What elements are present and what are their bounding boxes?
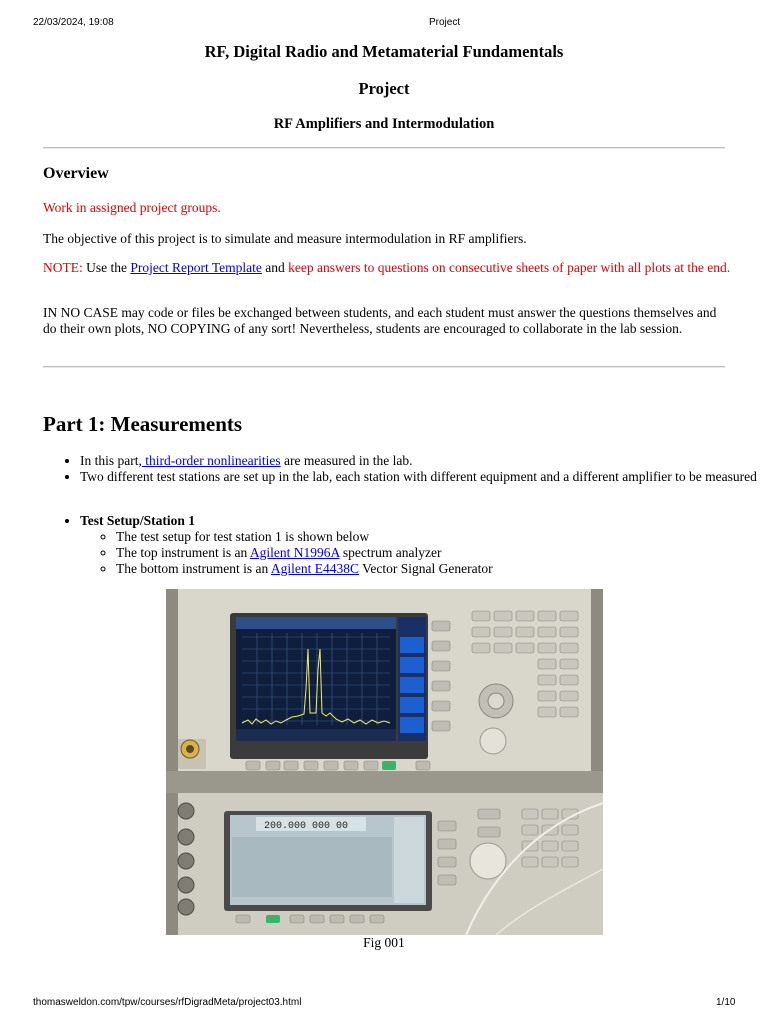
divider: [43, 366, 725, 368]
setup-list: [43, 513, 768, 577]
page-title: RF, Digital Radio and Metamaterial Fundamentals: [204, 42, 564, 61]
sublist-item: [116, 545, 768, 561]
note-red-text: keep answers to questions on consecutive sheets of paper with all plots at the end.: [288, 260, 731, 275]
agilent-e4438c-link[interactable]: Agilent E4438C: [270, 561, 359, 576]
list-item: [80, 453, 768, 469]
sublist-item: [116, 561, 768, 577]
part1-list: [43, 453, 768, 485]
objective-text: The objective of this project is to simulate and measure intermodulation in RF amplifiers.: [43, 231, 527, 246]
list-item-text: are measured in the lab.: [280, 453, 413, 468]
generator-frequency-readout: 200.000 000 00: [264, 821, 349, 832]
groups-note: Work in assigned project groups.: [43, 200, 221, 215]
note-use: Use the: [82, 260, 131, 275]
sublist-item: [116, 529, 768, 545]
overview-heading: Overview: [43, 165, 109, 182]
project-report-template-link[interactable]: Project Report Template: [130, 260, 262, 275]
sublist-item-text: The bottom instrument is an: [116, 561, 271, 576]
print-title: Project: [429, 17, 461, 28]
note-paragraph: [43, 260, 733, 276]
setup-heading: Test Setup/Station 1: [80, 513, 196, 528]
no-copying-paragraph: IN NO CASE may code or files be exchanged between students, and each student must answer the questions themselves and do their own plots, NO COPYING of any sort! Nevertheless, students are encouraged to collaborate in the lab session.: [43, 305, 717, 336]
sublist-item-text: The top instrument is an: [116, 545, 250, 560]
lab-setup-photo: [166, 589, 603, 935]
list-item-text: Two different test stations are set up in the lab, each station with different equipment and a different amplifier to be measured: [80, 469, 757, 484]
list-item: [80, 469, 768, 485]
list-item: [80, 513, 768, 577]
print-datetime: 22/03/2024, 19:08: [33, 17, 114, 28]
list-item-text: In this part,: [80, 453, 142, 468]
page-section-title: RF Amplifiers and Intermodulation: [273, 116, 495, 132]
setup-sublist: [80, 529, 768, 577]
note-prefix: NOTE:: [43, 260, 83, 275]
figure-caption: Fig 001: [363, 935, 405, 950]
print-page-number: 1/10: [716, 997, 736, 1008]
divider: [43, 147, 725, 149]
print-url: thomasweldon.com/tpw/courses/rfDigradMeta/project03.html: [33, 997, 302, 1008]
part1-heading: Part 1: Measurements: [43, 412, 243, 436]
sublist-item-text: spectrum analyzer: [339, 545, 442, 560]
note-and: and: [261, 260, 289, 275]
page-subtitle: Project: [358, 79, 410, 98]
agilent-n1996a-link[interactable]: Agilent N1996A: [249, 545, 340, 560]
sublist-item-text: The test setup for test station 1 is shown below: [116, 529, 370, 544]
third-order-nonlinearities-link[interactable]: third-order nonlinearities: [141, 453, 281, 468]
sublist-item-text: Vector Signal Generator: [359, 561, 493, 576]
